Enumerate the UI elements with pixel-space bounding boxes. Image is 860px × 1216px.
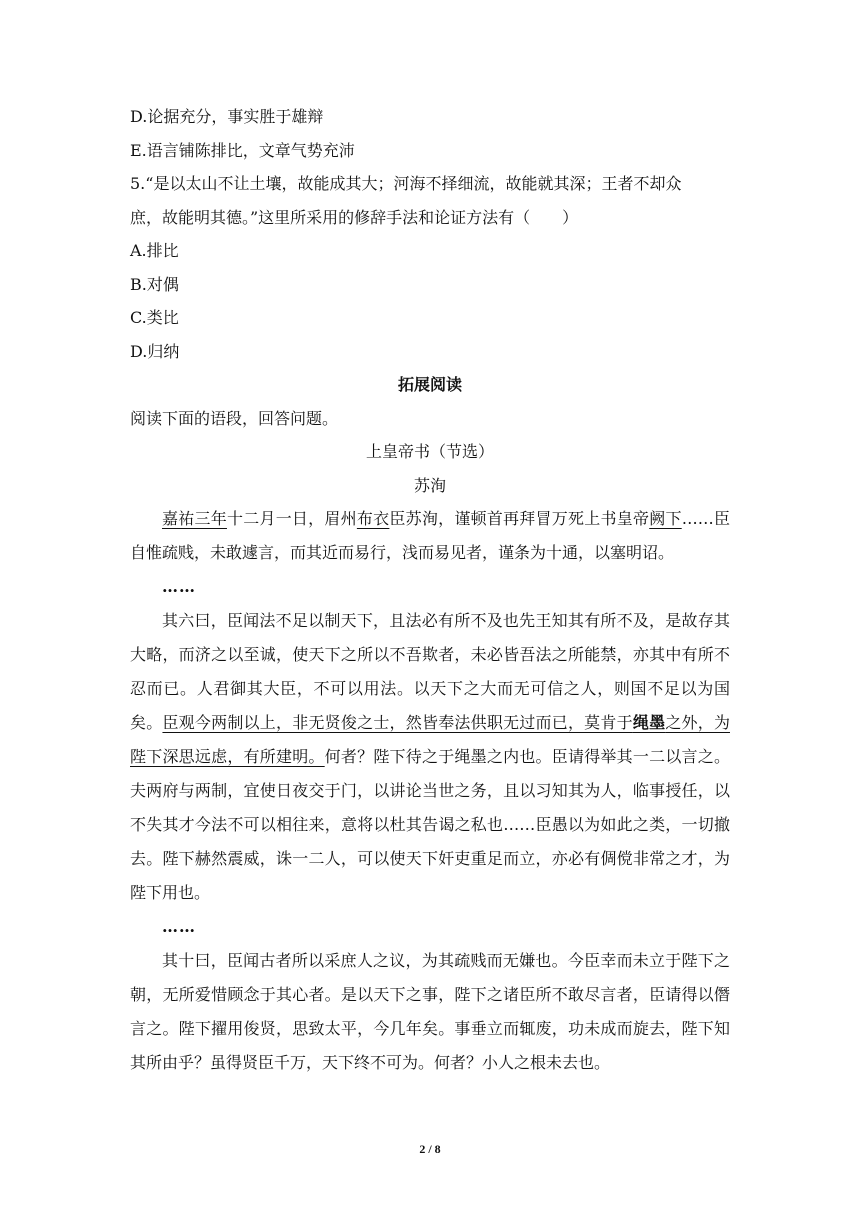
paragraph-text: 十二月一日，眉州 (226, 509, 357, 528)
paragraph-text: 何者？陛下待之于绳墨之内也。臣请得举其一二以言之。夫两府与两制，宜使日夜交于门，以讲论当世之务，且以习知其为人，临事授任，以不失其才今法不可以相往来，意将以杜其告谒之私也……臣愚以为如此之类，一切撤去。陛下赫然震威，诛一二人，可以使天下奸吏重足而立，亦必有倜傥非常之才，为陛下用也。 (130, 747, 730, 902)
option-q5-b: B.对偶 (130, 274, 179, 294)
paragraph-text: 臣苏洵，谨顿首再拜冒万死上书皇帝 (389, 509, 650, 528)
option-q5-d: D.归纳 (130, 341, 180, 361)
underlined-term: 布衣 (356, 509, 390, 528)
underlined-sentence: 之外，为陛下深思远虑，有所建明。 (130, 713, 730, 766)
ellipsis-divider: …… (162, 577, 196, 596)
passage-author: 苏洵 (413, 475, 446, 495)
page-number: 2 / 8 (419, 1142, 441, 1156)
section-heading: 拓展阅读 (397, 375, 462, 394)
paragraph-text: ……臣自惟疏贱，未敢遽言，而其近而易行，浅而易见者，谨条为十通，以塞明诏。 (130, 509, 730, 562)
question-5-stem-line1: 5.“是以太山不让土壤，故能成其大；河海不择细流，故能就其深；王者不却众 (130, 174, 682, 193)
reading-instruction: 阅读下面的语段，回答问题。 (130, 408, 339, 428)
ellipsis-divider: …… (162, 917, 196, 936)
passage-paragraph-3 (130, 944, 730, 1080)
page-content (130, 100, 730, 1080)
underlined-term: 阙下 (649, 509, 682, 528)
option-q5-c: C.类比 (130, 308, 179, 327)
passage-paragraph-2 (130, 604, 730, 910)
paragraph-text: 其十曰，臣闻古者所以采庶人之议，为其疏贱而无嫌也。今臣幸而未立于陛下之朝，无所爱惜顾念于其心者。是以天下之事，陛下之诸臣所不敢尽言者，臣请得以僭言之。陛下擢用俊贤，思致太平，今几年矣。事垂立而辄废，功未成而旋去，陛下知其所由乎？虽得贤臣千万，天下终不可为。何者？小人之根未去也。 (130, 951, 730, 1072)
passage-title: 上皇帝书（节选） (365, 442, 494, 461)
underlined-keyword: 绳墨 (632, 713, 666, 732)
underlined-sentence: 臣观今两制以上，非无贤俊之士，然皆奉法供职无过而已，莫肯于 (162, 713, 633, 732)
option-q5-a: A.排比 (130, 241, 179, 260)
underlined-term: 嘉祐三年 (162, 509, 227, 528)
option-q4-d: D.论据充分，事实胜于雄辩 (130, 107, 324, 126)
question-5-stem-line2: 庶，故能明其德。”这里所采用的修辞手法和论证方法有（ ） (130, 207, 579, 227)
option-q4-e: E.语言铺陈排比，文章气势充沛 (130, 140, 355, 160)
paragraph-text: 其六曰，臣闻法不足以制天下，且法必有所不及也先王知其有所不及，是故存其大略，而济之以至诚，使天下之所以不吾欺者，未必皆吾法之所能禁，亦其中有所不忍而已。人君御其大臣，不可以用法。以天下之大而无可信之人，则国不足以为国矣。 (130, 611, 730, 732)
passage-paragraph-1 (130, 502, 730, 570)
